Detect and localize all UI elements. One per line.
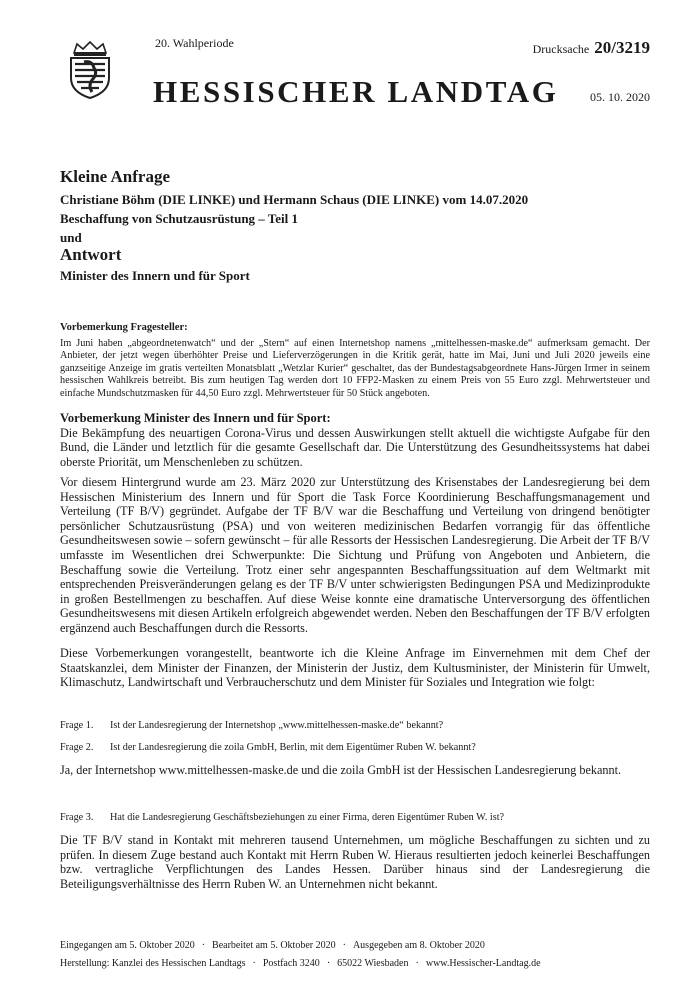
wahlperiode: 20. Wahlperiode (155, 36, 234, 50)
drucksache (533, 38, 650, 58)
question-number: Frage 3. (60, 812, 94, 823)
vorbemerkung-fragesteller (60, 322, 650, 401)
footer-web-link[interactable]: www.Hessischer-Landtag.de (425, 958, 541, 969)
vorbemerkung-fragesteller-text: Im Juni haben „abgeordnetenwatch“ und der „Stern“ auf einen Internetshop namens „mittelhessen-maske.de“ aufmerksam gemacht. Der Anbieter, der jetzt wegen überhöhter Preise und Lieferverzögerungen in die Kritik gerät, hatte im Mai, Juni und Juli 2020 jeweils eine ganzseitige Anzeige im gratis verteilten Monatsblatt „Wetzlar Kurier“ geschaltet, das der Bundestagsabgeordnete Hans-Jürgen Irmer in seinem hessischen Wahlkreis betreibt. Bis zum heutigen Tag werden dort 10 FFP2-Masken zu einem Preis von 55 Euro zzgl. Mehrwertsteuer und einfache Mundschutzmasken für 44,50 Euro zzgl. Mehrwertsteuer für 50 Stück angeboten. (60, 337, 650, 399)
hessen-crest-icon (62, 40, 118, 100)
question-text: Hat die Landesregierung Geschäftsbeziehungen zu einer Firma, deren Eigentümer Ruben W. ist? (110, 812, 505, 823)
question-1 (60, 720, 650, 731)
question-number: Frage 1. (60, 720, 94, 731)
vorbemerkung-fragesteller-label: Vorbemerkung Fragesteller: (60, 322, 188, 333)
drucksache-number: 20/3219 (594, 38, 650, 57)
vorbemerkung-minister (60, 411, 650, 469)
footer-herstellung: Herstellung: Kanzlei des Hessischen Landtags (60, 958, 246, 969)
document-date: 05. 10. 2020 (590, 90, 650, 104)
footer-eingegangen: Eingegangen am 5. Oktober 2020 (60, 940, 195, 951)
drucksache-label: Drucksache (532, 42, 590, 56)
authors-line: Christiane Böhm (DIE LINKE) und Hermann Schaus (DIE LINKE) vom 14.07.2020 (60, 192, 529, 207)
kleine-anfrage-heading: Kleine Anfrage (60, 167, 171, 186)
question-number: Frage 2. (60, 742, 94, 753)
minister-line: Minister des Innern und für Sport (60, 268, 250, 283)
footer-ort: 65022 Wiesbaden (337, 958, 409, 969)
und-label: und (60, 230, 82, 245)
question-2 (60, 742, 650, 753)
question-text: Ist der Landesregierung der Internetshop „www.mittelhessen-maske.de“ bekannt? (110, 720, 444, 731)
page-title: HESSISCHER LANDTAG (153, 74, 559, 109)
question-3 (60, 812, 650, 823)
vorbemerkung-minister-p2: Vor diesem Hintergrund wurde am 23. März 2020 zur Unterstützung des Krisenstabes der Landesregierung bei dem Hessischen Ministerium des Innern und für Sport die Task Force Koordinierung Beschaffungsmanagement und Verteilung (TF B/V) gegründet. Aufgabe der TF B/V war die Beschaffung und Verteilung von dringend benötigter persönlicher Schutzausrüstung (PSA) und von weiteren medizinischen Bedarfen vorrangig für das öffentliche Gesundheitswesen sowie – sofern gewünscht – für alle Ressorts der Hessischen Landesregierung. Die Arbeit der TF B/V umfasste im Wesentlichen drei Schwerpunkte: Die Sichtung und Prüfung von Angeboten und Anbietern, die Beschaffung sowie die Verteilung. Trotz einer sehr angespannten Beschaffungssituation auf dem Weltmarkt mit entsprechenden Preisveränderungen gelang es der TF B/V unter schwierigsten Bedingungen PSA und Medizinprodukte in großen Bestellmengen zu beschaffen. Auf diese Weise konnte eine dramatische Unterversorgung des öffentlichen Gesundheitswesens mit diesen Artikeln erfolgreich abgewendet werden. Neben den Beschaffungen der TF B/V erfolgten ergänzend auch Beschaffungen durch die Ressorts. (60, 475, 650, 635)
footer-postfach: Postfach 3240 (262, 958, 320, 969)
question-text: Ist der Landesregierung die zoila GmbH, Berlin, mit dem Eigentümer Ruben W. bekannt? (110, 742, 476, 753)
footer-publisher: Herstellung: Kanzlei des Hessischen Landtags · Postfach 3240 · 65022 Wiesbaden · www.Hessischer-Landtag.de (60, 958, 541, 969)
answer-3: Die TF B/V stand in Kontakt mit mehreren tausend Unternehmen, um mögliche Beschaffungen zu sichten und zu prüfen. In diesem Zuge bestand auch Kontakt mit Herrn Ruben W. Hieraus resultierten jedoch keinerlei Beschaffungen bzw. vertragliche Verpflichtungen des Landes Hessen. Darüber hinaus sind der Landesregierung die Beteiligungsverhältnisse des Herrn Ruben W. an Unternehmen nicht bekannt. (60, 833, 650, 891)
footer-dates: Eingegangen am 5. Oktober 2020 · Bearbeitet am 5. Oktober 2020 · Ausgegeben am 8. Oktober 2020 (60, 940, 485, 951)
subject-line: Beschaffung von Schutzausrüstung – Teil 1 (60, 211, 299, 226)
vorbemerkung-minister-p3: Diese Vorbemerkungen vorangestellt, beantworte ich die Kleine Anfrage im Einvernehmen mit dem Chef der Staatskanzlei, dem Minister der Finanzen, der Ministerin der Justiz, dem Kultusminister, der Ministerin für Umwelt, Klimaschutz, Landwirtschaft und Verbraucherschutz und dem Minister für Soziales und Integration wie folgt: (60, 646, 650, 690)
footer-bearbeitet: Bearbeitet am 5. Oktober 2020 (212, 940, 336, 951)
footer (60, 937, 650, 973)
vorbemerkung-minister-label: Vorbemerkung Minister des Innern und für Sport: (60, 411, 331, 425)
answer-1-2: Ja, der Internetshop www.mittelhessen-maske.de und die zoila GmbH ist der Hessischen Landesregierung bekannt. (60, 763, 622, 777)
vorbemerkung-minister-p1: Die Bekämpfung des neuartigen Corona-Virus und dessen Auswirkungen stellt aktuell die wichtigste Aufgabe für den Bund, die Länder und letztlich für die gesamte Gesellschaft dar. Die Unterstützung des Gesundheitssystems hat dabei oberste Priorität, um Menschenleben zu schützen. (60, 425, 650, 469)
antwort-heading: Antwort (60, 245, 122, 264)
footer-ausgegeben: Ausgegeben am 8. Oktober 2020 (352, 940, 485, 951)
